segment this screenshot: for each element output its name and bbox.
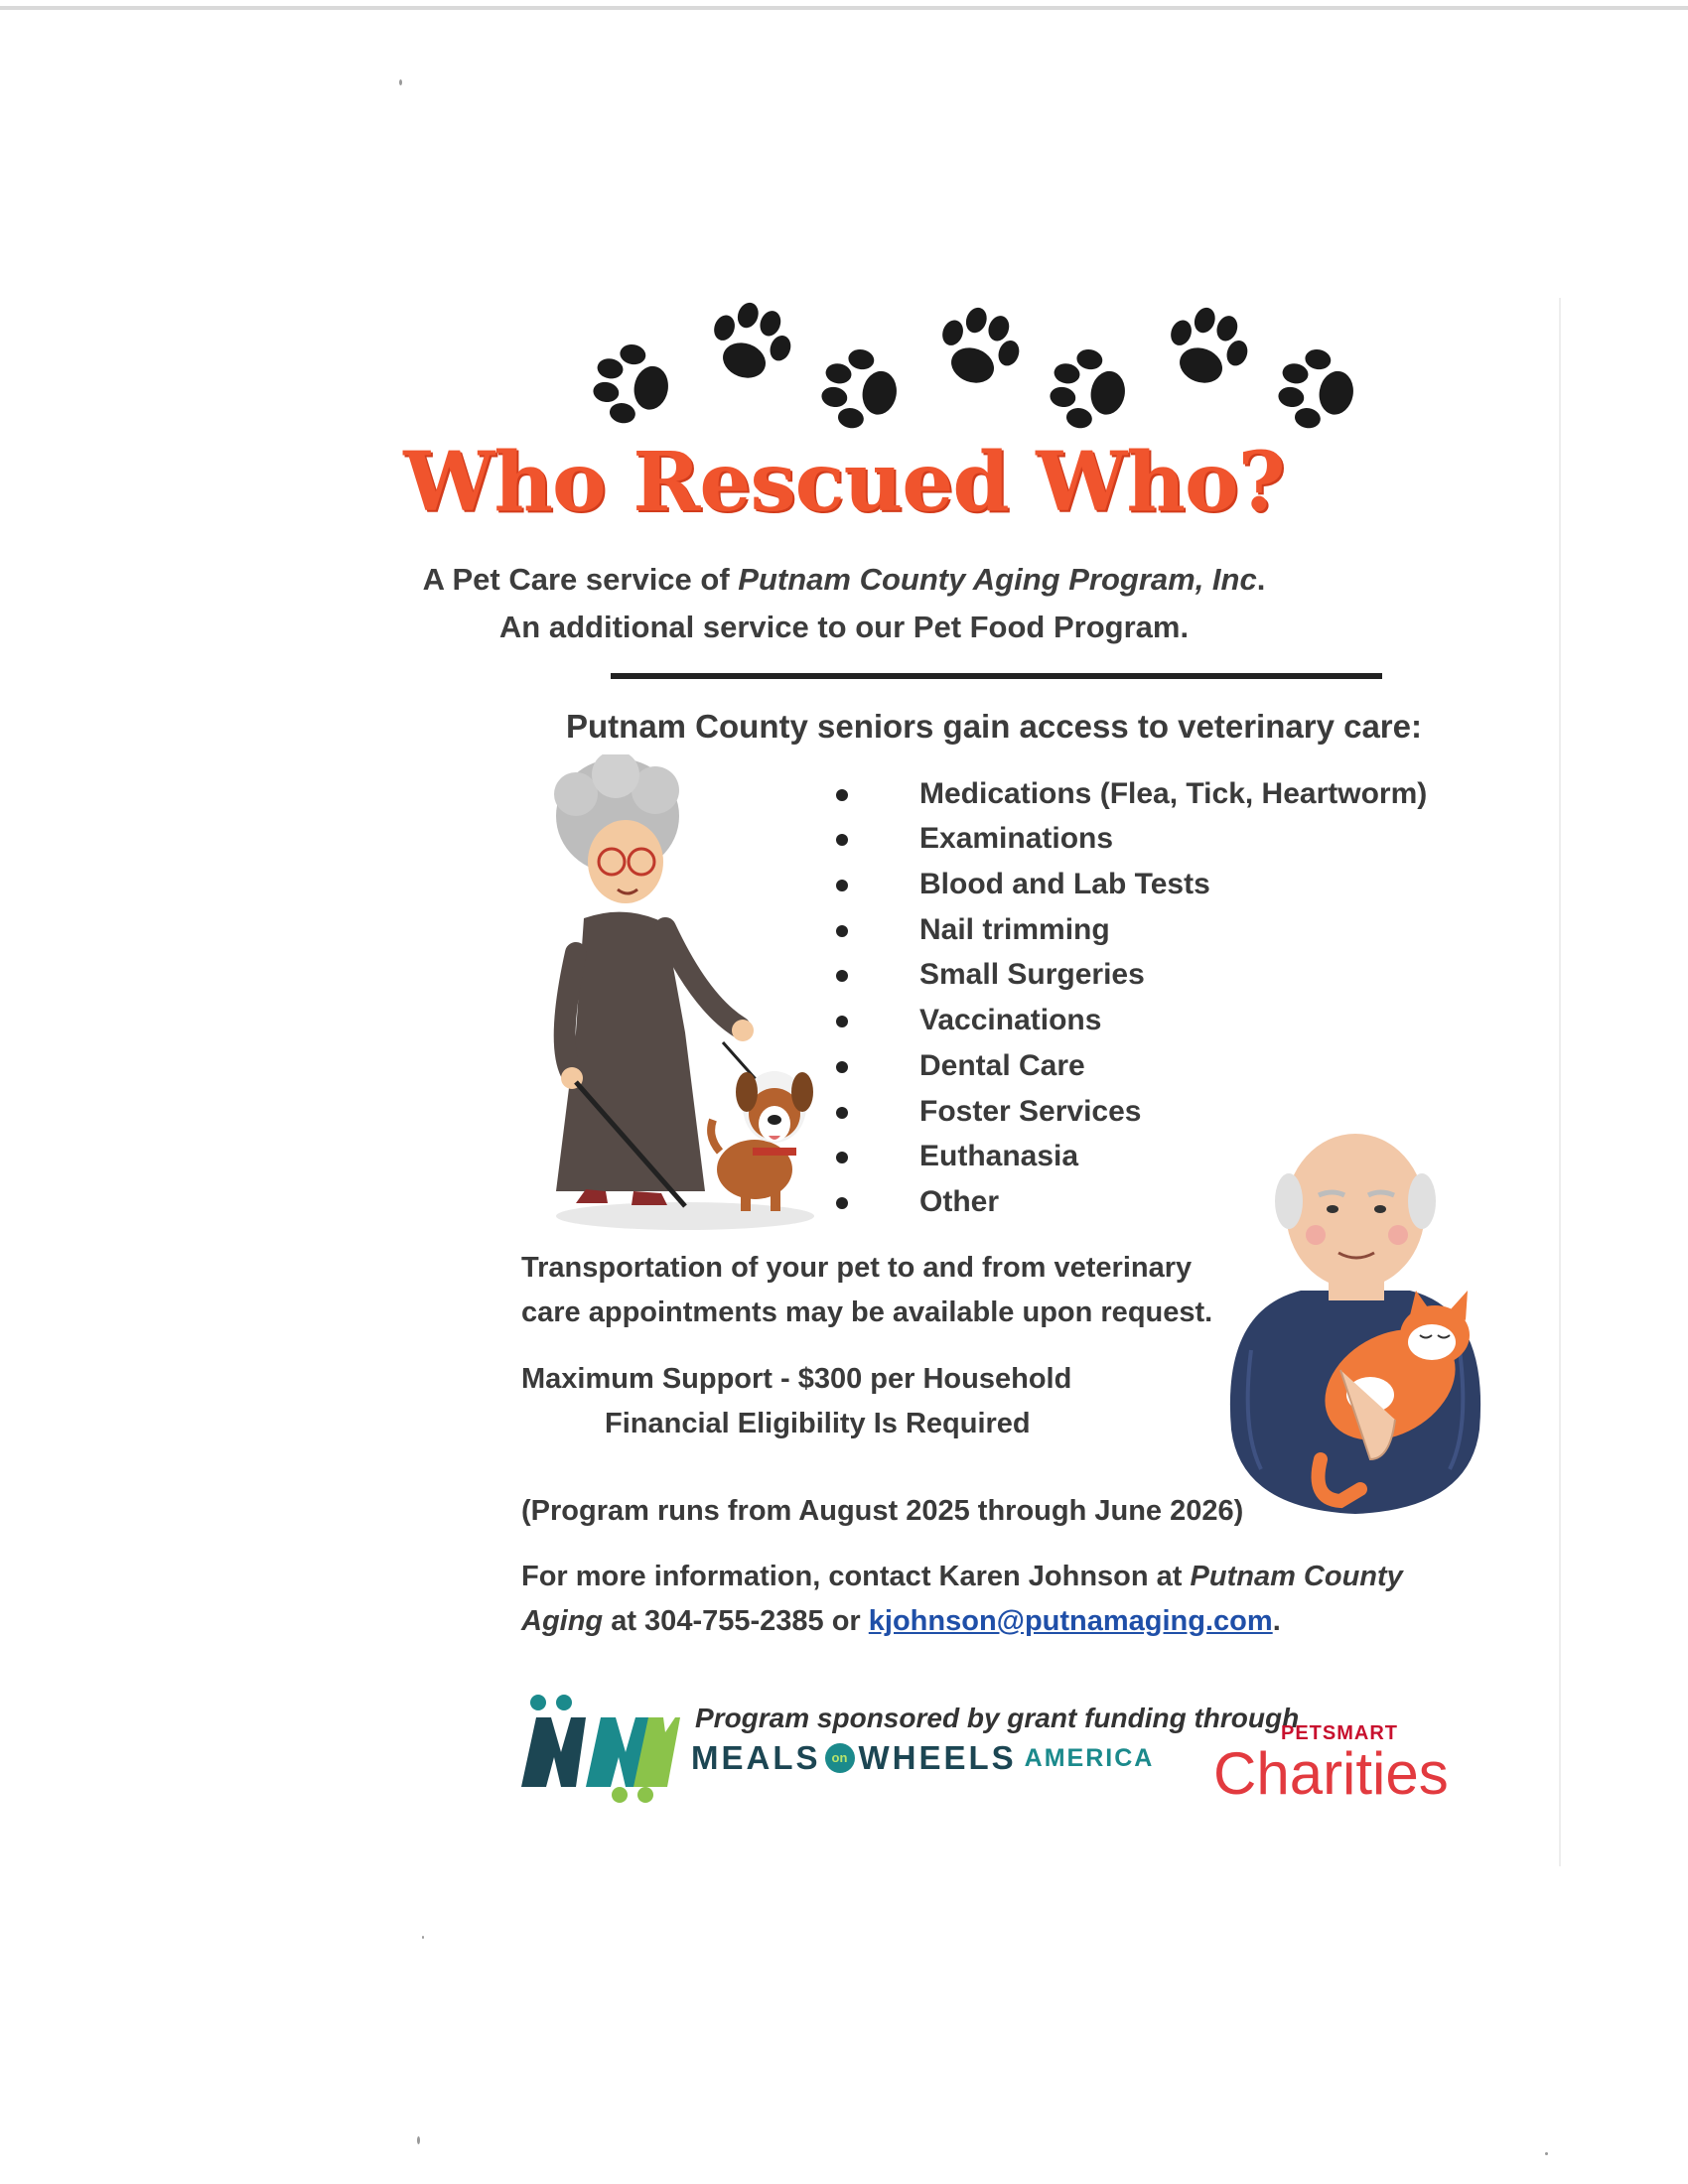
subtitle-line-2: An additional service to our Pet Food Program. — [498, 610, 1190, 644]
contact-line-1 — [521, 1555, 1403, 1599]
transport-line-2: care appointments may be available upon request. — [521, 1297, 1213, 1328]
paw-print-icon — [928, 301, 1028, 400]
program-dates: (Program runs from August 2025 through June 2026) — [521, 1495, 1244, 1527]
service-item: Medications (Flea, Tick, Heartworm) — [919, 777, 1428, 810]
paw-print-icon — [1271, 341, 1370, 440]
paw-print-icon — [586, 336, 685, 435]
sponsor-line: Program sponsored by grant funding through — [695, 1703, 1300, 1733]
service-item: Blood and Lab Tests — [919, 868, 1210, 900]
charities-wordmark: Charities — [1213, 1740, 1449, 1807]
service-item: Other — [919, 1185, 1000, 1218]
paw-print-icon — [1157, 301, 1256, 400]
subtitle-prefix: A Pet Care service of — [422, 562, 739, 597]
meals-on-wheels-logo — [516, 1693, 680, 1807]
service-item: Foster Services — [919, 1095, 1142, 1128]
senior-man-with-cat-illustration — [1221, 1132, 1489, 1519]
service-item: Vaccinations — [919, 1004, 1102, 1036]
service-item: Nail trimming — [919, 913, 1110, 946]
contact-org-part2: Aging — [521, 1605, 604, 1637]
max-support: Maximum Support - $300 per Household — [521, 1363, 1072, 1395]
scan-speck — [1545, 2152, 1548, 2155]
transport-line-1: Transportation of your pet to and from veterinary — [521, 1252, 1193, 1284]
bullet-icon — [836, 1107, 848, 1119]
flyer-title: Who Rescued Who? — [403, 435, 1285, 530]
petsmart-wordmark: PETSMART — [1281, 1722, 1398, 1744]
divider-rule — [611, 673, 1382, 679]
mow-on-badge: on — [825, 1743, 855, 1773]
bullet-icon — [836, 1016, 848, 1027]
eligibility: Financial Eligibility Is Required — [605, 1408, 1031, 1439]
bullet-icon — [836, 1152, 848, 1163]
contact-prefix: For more information, contact Karen Johnson at — [521, 1561, 1191, 1592]
service-item: Euthanasia — [919, 1140, 1079, 1172]
mow-wheels: WHEELS — [858, 1739, 1017, 1776]
meals-on-wheels-wordmark — [691, 1739, 1154, 1777]
paw-print-icon — [1043, 341, 1142, 440]
senior-woman-with-dog-illustration — [536, 754, 814, 1231]
mow-meals: MEALS — [691, 1739, 821, 1776]
bullet-icon — [836, 1061, 848, 1073]
contact-phone: at 304-755-2385 or — [603, 1605, 869, 1637]
bullet-icon — [836, 880, 848, 891]
scan-edge-top — [0, 6, 1688, 10]
mow-america: AMERICA — [1024, 1743, 1155, 1772]
subtitle-line-1 — [0, 562, 1688, 598]
contact-suffix: . — [1272, 1605, 1281, 1637]
subtitle-suffix: . — [1256, 562, 1266, 597]
contact-line-2 — [521, 1599, 1281, 1644]
paw-print-icon — [814, 341, 914, 440]
paw-print-icon — [700, 296, 799, 395]
service-item: Examinations — [919, 822, 1114, 855]
scan-speck — [399, 79, 402, 85]
contact-org-part1: Putnam County — [1190, 1561, 1403, 1592]
bullet-icon — [836, 1197, 848, 1209]
bullet-icon — [836, 970, 848, 982]
bullet-icon — [836, 789, 848, 801]
service-item: Small Surgeries — [919, 958, 1145, 991]
contact-email-link[interactable]: kjohnson@putnamaging.com — [868, 1605, 1273, 1637]
service-item: Dental Care — [919, 1049, 1085, 1082]
services-heading: Putnam County seniors gain access to veterinary care: — [566, 708, 1422, 745]
subtitle-org-name: Putnam County Aging Program, Inc — [738, 562, 1257, 597]
bullet-icon — [836, 925, 848, 937]
scan-speck — [422, 1936, 424, 1939]
scan-speck — [417, 2136, 420, 2144]
scan-edge-right — [1559, 298, 1561, 1866]
bullet-icon — [836, 834, 848, 846]
paw-print-row — [586, 296, 1390, 425]
